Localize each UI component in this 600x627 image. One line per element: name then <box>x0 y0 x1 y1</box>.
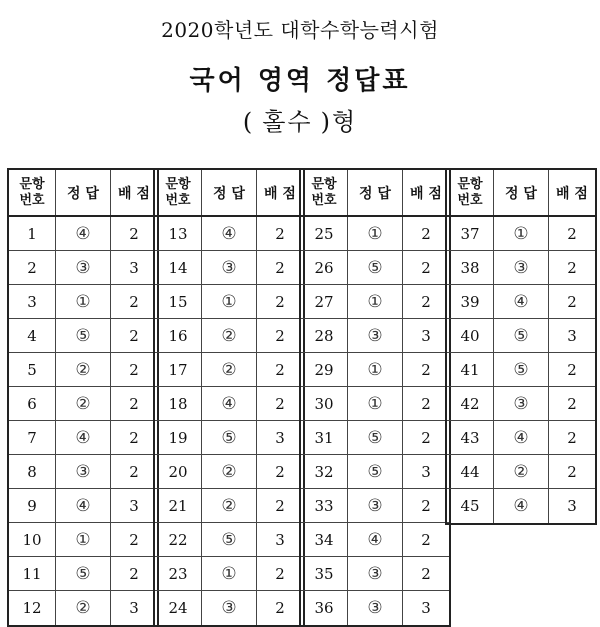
question-number: 31 <box>301 421 348 454</box>
point-value: 3 <box>421 326 431 345</box>
table-row <box>155 455 303 489</box>
table-row <box>155 319 303 353</box>
question-number: 39 <box>447 285 494 318</box>
table-row <box>447 387 595 421</box>
point-value: 2 <box>421 360 431 379</box>
paper-type <box>0 102 600 137</box>
table-row <box>447 421 595 455</box>
point-value: 2 <box>421 564 431 583</box>
question-number: 8 <box>9 455 56 488</box>
answer-block-4 <box>445 168 597 525</box>
question-number: 15 <box>155 285 202 318</box>
header-num-line1: 문항 <box>165 176 191 192</box>
header-score: 배 점 <box>118 185 150 202</box>
table-row <box>447 455 595 489</box>
table-header-row <box>447 170 595 217</box>
correct-answer: ④ <box>56 489 111 522</box>
correct-answer: ⑤ <box>348 421 403 454</box>
point-value: 3 <box>129 496 139 515</box>
table-row <box>301 251 449 285</box>
point-value: 2 <box>275 292 285 311</box>
point-value: 3 <box>567 497 577 515</box>
correct-answer: ④ <box>494 285 549 318</box>
correct-answer: ② <box>202 319 257 352</box>
point-value: 3 <box>421 599 431 617</box>
correct-answer: ① <box>348 387 403 420</box>
correct-answer: ② <box>202 489 257 522</box>
table-row <box>155 387 303 421</box>
correct-answer: ② <box>56 353 111 386</box>
header-answer: 정 답 <box>56 170 111 215</box>
point-value: 2 <box>129 530 139 549</box>
table-row <box>9 285 157 319</box>
question-number: 23 <box>155 557 202 590</box>
table-row <box>9 217 157 251</box>
correct-answer: ⑤ <box>202 421 257 454</box>
table-row <box>9 591 157 625</box>
point-value: 2 <box>567 462 577 481</box>
point-value: 3 <box>421 462 431 481</box>
table-header-row <box>155 170 303 217</box>
table-row <box>301 421 449 455</box>
table-row <box>155 353 303 387</box>
correct-answer: ② <box>56 591 111 625</box>
header-question-number <box>447 170 494 215</box>
point-value: 2 <box>129 428 139 447</box>
table-row <box>155 217 303 251</box>
correct-answer: ③ <box>348 489 403 522</box>
table-row <box>301 285 449 319</box>
correct-answer: ③ <box>494 387 549 420</box>
point-value: 2 <box>275 496 285 515</box>
question-number: 40 <box>447 319 494 352</box>
header-num-line2: 번호 <box>457 192 483 208</box>
point-value: 3 <box>129 599 139 617</box>
question-number: 2 <box>9 251 56 284</box>
table-row <box>301 557 449 591</box>
table-row <box>301 353 449 387</box>
correct-answer: ② <box>494 455 549 488</box>
question-number: 20 <box>155 455 202 488</box>
point-value: 2 <box>275 224 285 243</box>
header-answer: 정 답 <box>494 170 549 215</box>
table-row <box>9 489 157 523</box>
correct-answer: ③ <box>202 251 257 284</box>
correct-answer: ③ <box>56 251 111 284</box>
point-value: 2 <box>275 360 285 379</box>
point-value: 2 <box>567 394 577 413</box>
question-number: 6 <box>9 387 56 420</box>
point-value: 2 <box>129 326 139 345</box>
point-value: 2 <box>275 599 285 617</box>
table-row <box>447 489 595 523</box>
point-value: 2 <box>421 428 431 447</box>
correct-answer: ① <box>348 217 403 250</box>
question-number: 12 <box>9 591 56 625</box>
question-number: 19 <box>155 421 202 454</box>
correct-answer: ① <box>494 217 549 250</box>
point-value: 2 <box>421 224 431 243</box>
header-num-line1: 문항 <box>19 176 45 192</box>
table-row <box>301 523 449 557</box>
question-number: 34 <box>301 523 348 556</box>
correct-answer: ⑤ <box>56 557 111 590</box>
question-number: 35 <box>301 557 348 590</box>
correct-answer: ③ <box>56 455 111 488</box>
point-value: 2 <box>129 394 139 413</box>
point-value: 2 <box>421 530 431 549</box>
correct-answer: ④ <box>202 387 257 420</box>
answer-block-1 <box>7 168 159 627</box>
header-score: 배 점 <box>556 185 588 202</box>
question-number: 3 <box>9 285 56 318</box>
question-number: 28 <box>301 319 348 352</box>
header-score: 배 점 <box>410 185 442 202</box>
table-row <box>301 319 449 353</box>
question-number: 38 <box>447 251 494 284</box>
header-question-number <box>301 170 348 215</box>
point-value: 2 <box>129 292 139 311</box>
question-number: 27 <box>301 285 348 318</box>
header-num-line1: 문항 <box>457 176 483 192</box>
header-score: 배 점 <box>264 185 296 202</box>
table-header-row <box>301 170 449 217</box>
question-number: 13 <box>155 217 202 250</box>
question-number: 25 <box>301 217 348 250</box>
correct-answer: ⑤ <box>348 251 403 284</box>
point-value: 2 <box>567 360 577 379</box>
correct-answer: ④ <box>348 523 403 556</box>
table-row <box>155 523 303 557</box>
correct-answer: ② <box>202 455 257 488</box>
question-number: 5 <box>9 353 56 386</box>
correct-answer: ① <box>348 285 403 318</box>
point-value: 2 <box>421 292 431 311</box>
point-value: 3 <box>275 530 285 549</box>
header-num-line2: 번호 <box>19 192 45 208</box>
correct-answer: ④ <box>56 217 111 250</box>
table-row <box>9 557 157 591</box>
correct-answer: ① <box>348 353 403 386</box>
table-row <box>9 319 157 353</box>
point-value: 2 <box>129 462 139 481</box>
point-value: 3 <box>275 428 285 447</box>
table-row <box>9 455 157 489</box>
header-num-line1: 문항 <box>311 176 337 192</box>
correct-answer: ⑤ <box>56 319 111 352</box>
table-row <box>301 455 449 489</box>
table-row <box>155 489 303 523</box>
question-number: 1 <box>9 217 56 250</box>
table-header-row <box>9 170 157 217</box>
table-row <box>301 489 449 523</box>
answer-key-title: 국어 영역 정답표 <box>189 66 411 96</box>
header-answer: 정 답 <box>348 170 403 215</box>
question-number: 33 <box>301 489 348 522</box>
correct-answer: ① <box>202 285 257 318</box>
correct-answer: ③ <box>494 251 549 284</box>
point-value: 2 <box>275 564 285 583</box>
correct-answer: ⑤ <box>202 523 257 556</box>
table-row <box>301 387 449 421</box>
table-row <box>301 591 449 625</box>
table-row <box>301 217 449 251</box>
correct-answer: ⑤ <box>348 455 403 488</box>
point-value: 2 <box>129 224 139 243</box>
question-number: 24 <box>155 591 202 625</box>
point-value: 3 <box>129 258 139 277</box>
header-answer: 정 답 <box>202 170 257 215</box>
correct-answer: ⑤ <box>494 319 549 352</box>
correct-answer: ① <box>56 523 111 556</box>
point-value: 2 <box>421 258 431 277</box>
paper-type-open: ( <box>242 108 255 136</box>
correct-answer: ② <box>202 353 257 386</box>
point-value: 2 <box>275 462 285 481</box>
point-value: 2 <box>275 326 285 345</box>
point-value: 2 <box>275 258 285 277</box>
question-number: 16 <box>155 319 202 352</box>
table-row <box>447 251 595 285</box>
table-row <box>447 353 595 387</box>
point-value: 2 <box>567 224 577 243</box>
correct-answer: ④ <box>494 421 549 454</box>
table-row <box>447 285 595 319</box>
table-row <box>155 557 303 591</box>
correct-answer: ① <box>202 557 257 590</box>
point-value: 2 <box>129 564 139 583</box>
question-number: 36 <box>301 591 348 625</box>
exam-title: 2020학년도 대학수학능력시험 <box>161 18 439 42</box>
table-row <box>155 421 303 455</box>
question-number: 10 <box>9 523 56 556</box>
correct-answer: ① <box>56 285 111 318</box>
correct-answer: ④ <box>56 421 111 454</box>
header-question-number <box>9 170 56 215</box>
header-num-line2: 번호 <box>165 192 191 208</box>
paper-type-close: )형 <box>320 108 358 136</box>
question-number: 21 <box>155 489 202 522</box>
correct-answer: ③ <box>348 591 403 625</box>
answer-block-3 <box>299 168 451 627</box>
question-number: 43 <box>447 421 494 454</box>
table-row <box>9 523 157 557</box>
question-number: 22 <box>155 523 202 556</box>
question-number: 26 <box>301 251 348 284</box>
question-number: 18 <box>155 387 202 420</box>
question-number: 11 <box>9 557 56 590</box>
correct-answer: ④ <box>202 217 257 250</box>
correct-answer: ③ <box>348 557 403 590</box>
table-row <box>155 285 303 319</box>
answer-block-2 <box>153 168 305 627</box>
point-value: 2 <box>567 292 577 311</box>
point-value: 2 <box>129 360 139 379</box>
question-number: 41 <box>447 353 494 386</box>
question-number: 37 <box>447 217 494 250</box>
table-row <box>9 251 157 285</box>
table-row <box>155 591 303 625</box>
point-value: 3 <box>567 326 577 345</box>
point-value: 2 <box>421 496 431 515</box>
question-number: 42 <box>447 387 494 420</box>
answer-table <box>7 168 595 616</box>
question-number: 7 <box>9 421 56 454</box>
header-num-line2: 번호 <box>311 192 337 208</box>
question-number: 45 <box>447 489 494 523</box>
question-number: 4 <box>9 319 56 352</box>
point-value: 2 <box>275 394 285 413</box>
paper-type-name: 홀수 <box>262 108 313 136</box>
question-number: 29 <box>301 353 348 386</box>
correct-answer: ② <box>56 387 111 420</box>
correct-answer: ⑤ <box>494 353 549 386</box>
table-row <box>447 217 595 251</box>
question-number: 32 <box>301 455 348 488</box>
point-value: 2 <box>567 428 577 447</box>
table-row <box>9 387 157 421</box>
question-number: 9 <box>9 489 56 522</box>
point-value: 2 <box>567 258 577 277</box>
point-value: 2 <box>421 394 431 413</box>
table-row <box>447 319 595 353</box>
question-number: 44 <box>447 455 494 488</box>
table-row <box>155 251 303 285</box>
correct-answer: ④ <box>494 489 549 523</box>
header-question-number <box>155 170 202 215</box>
question-number: 14 <box>155 251 202 284</box>
correct-answer: ③ <box>202 591 257 625</box>
table-row <box>9 353 157 387</box>
question-number: 30 <box>301 387 348 420</box>
table-row <box>9 421 157 455</box>
correct-answer: ③ <box>348 319 403 352</box>
question-number: 17 <box>155 353 202 386</box>
